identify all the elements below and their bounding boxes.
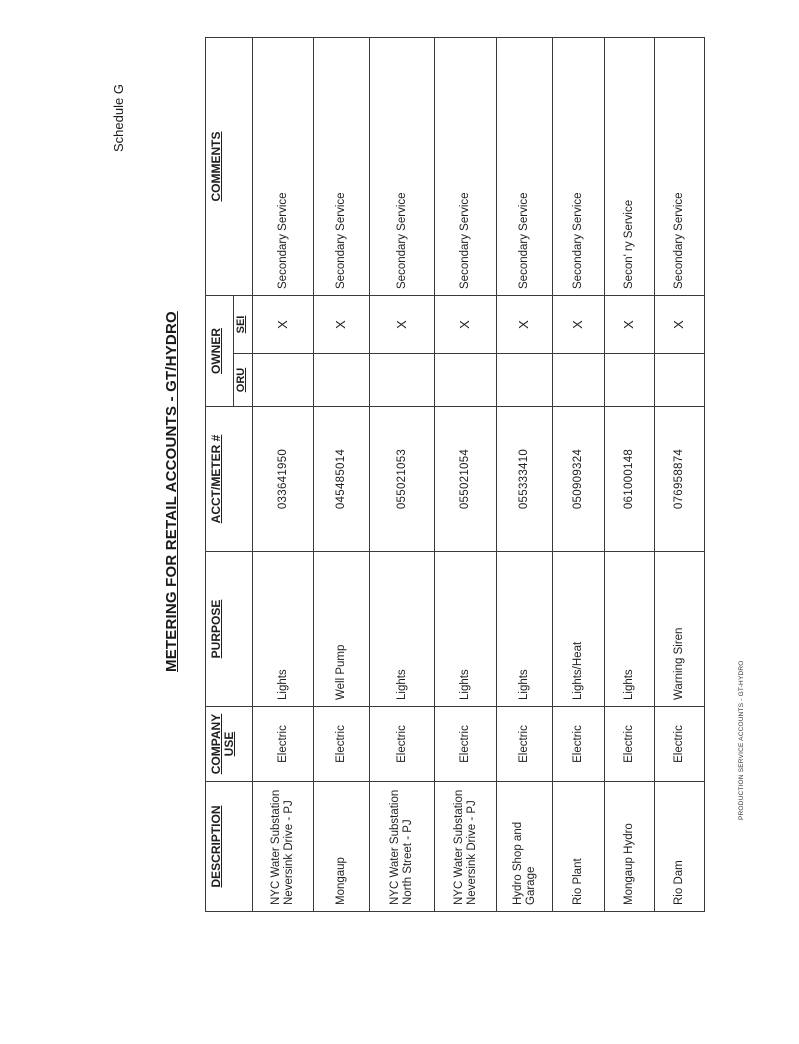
cell-description: NYC Water Substation Neversink Drive - PJ bbox=[253, 782, 314, 912]
cell-company-use: Electric bbox=[655, 707, 705, 782]
table-row bbox=[553, 38, 605, 912]
table-row bbox=[253, 38, 314, 912]
table-row bbox=[605, 38, 655, 912]
page-title: METERING FOR RETAIL ACCOUNTS - GT/HYDRO bbox=[163, 311, 180, 672]
schedule-label: Schedule G bbox=[111, 84, 126, 152]
header-comments: COMMENTS bbox=[206, 38, 253, 296]
cell-company-use: Electric bbox=[370, 707, 435, 782]
cell-description: Rio Plant bbox=[553, 782, 605, 912]
cell-description: NYC Water Substation North Street - PJ bbox=[370, 782, 435, 912]
header-acct-meter: ACCT/METER # bbox=[206, 407, 253, 552]
cell-comments: Secondary Service bbox=[655, 38, 705, 296]
cell-acct-meter: 045485014 bbox=[314, 407, 370, 552]
cell-owner-oru bbox=[655, 354, 705, 407]
cell-acct-meter: 055021054 bbox=[435, 407, 497, 552]
cell-acct-meter: 055333410 bbox=[497, 407, 553, 552]
cell-owner-oru bbox=[497, 354, 553, 407]
header-company-use: COMPANY USE bbox=[206, 707, 253, 782]
cell-description: Hydro Shop and Garage bbox=[497, 782, 553, 912]
cell-description: Mongaup Hydro bbox=[605, 782, 655, 912]
cell-purpose: Warning Siren bbox=[655, 552, 705, 707]
header-owner-sei: SEI bbox=[234, 296, 253, 354]
cell-purpose: Lights bbox=[253, 552, 314, 707]
cell-comments: Secondary Service bbox=[553, 38, 605, 296]
table-row bbox=[314, 38, 370, 912]
cell-owner-sei: X bbox=[253, 296, 314, 354]
cell-purpose: Lights bbox=[435, 552, 497, 707]
cell-purpose: Lights bbox=[497, 552, 553, 707]
header-owner: OWNER bbox=[206, 296, 234, 407]
cell-purpose: Lights bbox=[370, 552, 435, 707]
cell-description: Mongaup bbox=[314, 782, 370, 912]
cell-owner-oru bbox=[435, 354, 497, 407]
cell-comments: Secondary Service bbox=[253, 38, 314, 296]
cell-acct-meter: 050909324 bbox=[553, 407, 605, 552]
cell-owner-sei: X bbox=[553, 296, 605, 354]
table-header bbox=[206, 38, 253, 912]
cell-company-use: Electric bbox=[435, 707, 497, 782]
cell-comments: Secondary Service bbox=[497, 38, 553, 296]
cell-owner-sei: X bbox=[605, 296, 655, 354]
cell-acct-meter: 076958874 bbox=[655, 407, 705, 552]
table-row bbox=[655, 38, 705, 912]
cell-owner-oru bbox=[314, 354, 370, 407]
cell-owner-oru bbox=[553, 354, 605, 407]
cell-company-use: Electric bbox=[314, 707, 370, 782]
cell-owner-sei: X bbox=[370, 296, 435, 354]
table-body bbox=[253, 38, 705, 912]
cell-owner-sei: X bbox=[655, 296, 705, 354]
table-row bbox=[435, 38, 497, 912]
cell-acct-meter: 055021053 bbox=[370, 407, 435, 552]
cell-acct-meter: 033641950 bbox=[253, 407, 314, 552]
cell-comments: Secon' ry Service bbox=[605, 38, 655, 296]
cell-comments: Secondary Service bbox=[370, 38, 435, 296]
cell-description: Rio Dam bbox=[655, 782, 705, 912]
cell-acct-meter: 061000148 bbox=[605, 407, 655, 552]
cell-owner-sei: X bbox=[435, 296, 497, 354]
header-owner-oru: ORU bbox=[234, 354, 253, 407]
cell-company-use: Electric bbox=[553, 707, 605, 782]
cell-comments: Secondary Service bbox=[314, 38, 370, 296]
cell-owner-sei: X bbox=[497, 296, 553, 354]
header-purpose: PURPOSE bbox=[206, 552, 253, 707]
metering-table bbox=[205, 37, 705, 912]
cell-company-use: Electric bbox=[253, 707, 314, 782]
header-description: DESCRIPTION bbox=[206, 782, 253, 912]
cell-comments: Secondary Service bbox=[435, 38, 497, 296]
cell-company-use: Electric bbox=[497, 707, 553, 782]
cell-owner-oru bbox=[370, 354, 435, 407]
table-row bbox=[497, 38, 553, 912]
table-row bbox=[370, 38, 435, 912]
cell-purpose: Lights/Heat bbox=[553, 552, 605, 707]
cell-description: NYC Water Substation Neversink Drive - PJ bbox=[435, 782, 497, 912]
cell-owner-oru bbox=[253, 354, 314, 407]
cell-purpose: Well Pump bbox=[314, 552, 370, 707]
cell-owner-sei: X bbox=[314, 296, 370, 354]
cell-company-use: Electric bbox=[605, 707, 655, 782]
cell-purpose: Lights bbox=[605, 552, 655, 707]
page-footer: PRODUCTION SERVICE ACCOUNTS - GT-HYDRO bbox=[738, 660, 745, 820]
cell-owner-oru bbox=[605, 354, 655, 407]
